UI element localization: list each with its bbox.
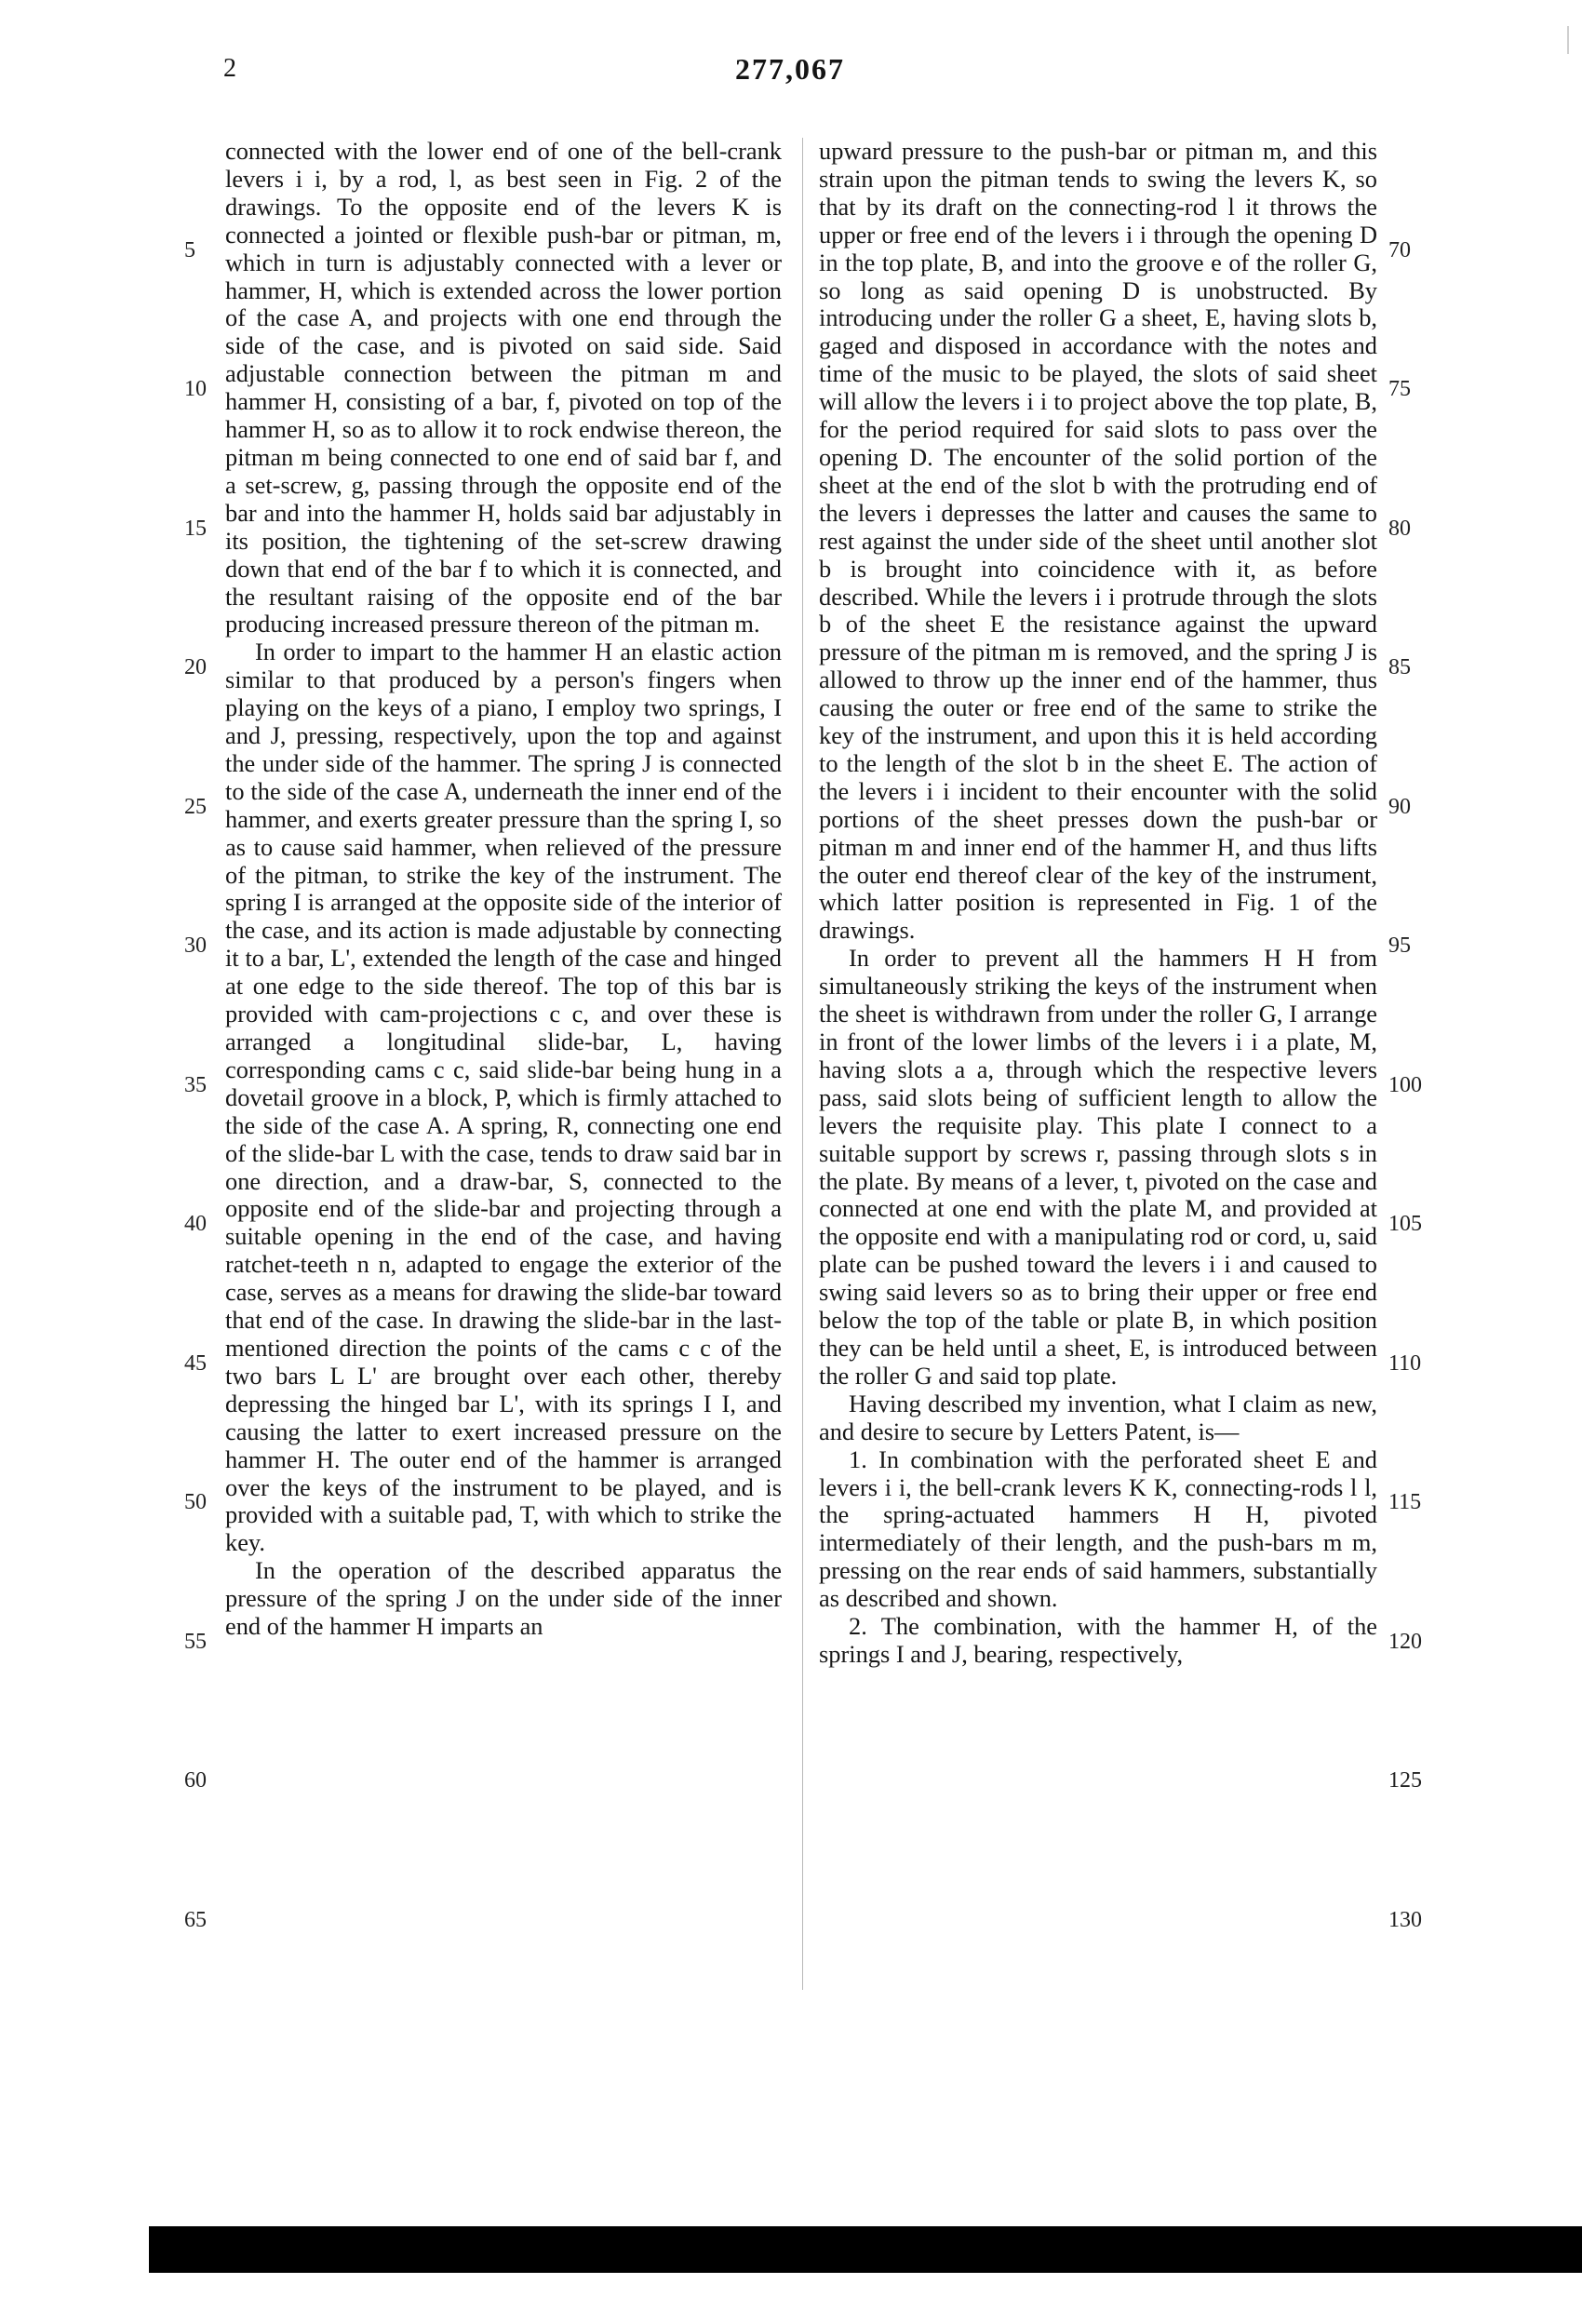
line-number: 80 <box>1388 517 1411 541</box>
line-number: 50 <box>184 1490 207 1514</box>
line-number: 70 <box>1388 238 1411 262</box>
scan-border-bar <box>149 2226 1582 2273</box>
right-column <box>819 138 1377 1669</box>
line-number: 115 <box>1388 1490 1422 1514</box>
line-number: 15 <box>184 517 207 541</box>
scan-edge-mark <box>1567 26 1569 54</box>
line-number: 5 <box>184 238 195 262</box>
line-number: 60 <box>184 1768 207 1793</box>
right-paragraph-3: Having described my invention, what I claim as new, and desire to secure by Letters Patent, is— <box>819 1389 1377 1445</box>
page-header <box>0 54 1582 91</box>
page-number: 2 <box>223 54 236 83</box>
line-number: 130 <box>1388 1908 1422 1932</box>
line-number: 85 <box>1388 655 1411 679</box>
claim-1: 1. In combination with the perforated sheet E and levers i i, the bell-crank levers K K, connecting-rods l l, the spring-actuated hammers H H, pivoted intermediately of their length, and the push-bars m m, pressing on the rear ends of said hammers, substantially as described and shown. <box>819 1444 1377 1613</box>
line-number: 95 <box>1388 934 1411 958</box>
left-paragraph-3: In the operation of the described apparatus the pressure of the spring J on the under side of the inner end of the hammer H imparts an <box>225 1556 782 1641</box>
line-number: 40 <box>184 1212 207 1236</box>
column-divider <box>802 138 803 1990</box>
line-number: 105 <box>1388 1212 1422 1236</box>
line-number: 55 <box>184 1630 207 1654</box>
left-paragraph-2: In order to impart to the hammer H an elastic action similar to that produced by a person's fingers when playing on the keys of a piano, I employ two springs, I and J, pressing, respectively, upon the top and against the under side of the hammer. The spring J is connected to the side of the case A, underneath the inner end of the hammer, and exerts greater pressure than the spring I, so as to cause said hammer, when relieved of the pressure of the pitman, to strike the key of the instrument. The spring I is arranged at the opposite side of the interior of the case, and its action is made adjustable by connecting it to a bar, L', extended the length of the case and hinged at one edge to the side thereof. The top of this bar is provided with cam-projections c c, and over these is arranged a longitudinal slide-bar, L, having corresponding cams c c, said slide-bar being hung in a dovetail groove in a block, P, which is firmly attached to the side of the case A. A spring, R, connecting one end of the slide-bar L with the case, tends to draw said bar in one direction, and a draw-bar, S, connected to the opposite end of the slide-bar and projecting through a suitable opening in the end of the case, and having ratchet-teeth n n, adapted to engage the exterior of the case, serves as a means for drawing the slide-bar toward that end of the case. In drawing the slide-bar in the last-mentioned direction the points of the cams c c of the two bars L L' are brought over each other, thereby depressing the hinged bar L', with its springs I I, and causing the latter to exert increased pressure on the hammer H. The outer end of the hammer is arranged over the keys of the instrument to be played, and is provided with a suitable pad, T, with which to strike the key. <box>225 638 782 1557</box>
line-number: 20 <box>184 655 207 679</box>
line-number: 110 <box>1388 1351 1422 1376</box>
left-paragraph-1: connected with the lower end of one of the bell-crank levers i i, by a rod, l, as best seen in Fig. 2 of the drawings. To the opposite end of the levers K is connected a jointed or flexible push-bar or pitman, m, which in turn is adjustably connected with a lever or hammer, H, which is extended across the lower portion of the case A, and projects with one end through the side of the case, and is pivoted on said side. Said adjustable connection between the pitman m and hammer H, consisting of a bar, f, pivoted on top of the hammer H, so as to allow it to rock endwise thereon, the pitman m being connected to one end of said bar f, and a set-screw, g, passing through the opposite end of the bar and into the hammer H, holds said bar adjustably in its position, the tightening of the set-screw drawing down that end of the bar f to which it is connected, and the resultant raising of the opposite end of the bar producing increased pressure thereon of the pitman m. <box>225 137 782 638</box>
patent-number: 277,067 <box>735 52 845 86</box>
right-paragraph-2: In order to prevent all the hammers H H from simultaneously striking the keys of the instrument when the sheet is withdrawn from under the roller G, I arrange in front of the lower limbs of the levers i i a plate, M, having slots a a, through which the respective levers pass, said slots being of sufficient length to allow the levers the requisite play. This plate I connect to a suitable support by screws r, passing through slots s in the plate. By means of a lever, t, pivoted on the case and connected at one end with the plate M, and provided at the opposite end with a manipulating rod or cord, u, said plate can be pushed toward the levers i i and caused to swing said levers so as to bring their upper or free end below the top of the table or plate B, in which position they can be held until a sheet, E, is introduced between the roller G and said top plate. <box>819 944 1377 1390</box>
line-number: 125 <box>1388 1768 1422 1793</box>
line-number: 90 <box>1388 795 1411 819</box>
line-number: 120 <box>1388 1630 1422 1654</box>
line-number: 65 <box>184 1908 207 1932</box>
right-paragraph-1: upward pressure to the push-bar or pitman m, and this strain upon the pitman tends to swing the levers K, so that by its draft on the connecting-rod l it throws the upper or free end of the levers i i through the opening D in the top plate, B, and into the groove e of the roller G, so long as said opening D is unobstructed. By introducing under the roller G a sheet, E, having slots b, gaged and disposed in accordance with the notes and time of the music to be played, the slots of said sheet will allow the levers i i to project above the top plate, B, for the period required for said slots to pass over the opening D. The encounter of the solid portion of the sheet at the end of the slot b with the protruding end of the levers i depresses the latter and causes the same to rest against the under side of the sheet until another slot b is brought into coincidence with it, as before described. While the levers i i protrude through the slots b of the sheet E the resistance against the upward pressure of the pitman m is removed, and the spring J is allowed to throw up the inner end of the hammer, thus causing the outer or free end of the same to strike the key of the instrument, and upon this it is held according to the length of the slot b in the sheet E. The action of the levers i i incident to their encounter with the solid portions of the sheet presses down the push-bar or pitman m and inner end of the hammer H, and thus lifts the outer end thereof clear of the key of the instrument, which latter position is represented in Fig. 1 of the drawings. <box>819 137 1377 945</box>
claim-2: 2. The combination, with the hammer H, of the springs I and J, bearing, respectively, <box>819 1612 1377 1668</box>
line-number: 75 <box>1388 377 1411 401</box>
line-number: 35 <box>184 1073 207 1097</box>
line-number: 25 <box>184 795 207 819</box>
line-number: 30 <box>184 934 207 958</box>
left-column <box>225 138 782 1641</box>
line-number: 100 <box>1388 1073 1422 1097</box>
line-number: 10 <box>184 377 207 401</box>
line-number: 45 <box>184 1351 207 1376</box>
